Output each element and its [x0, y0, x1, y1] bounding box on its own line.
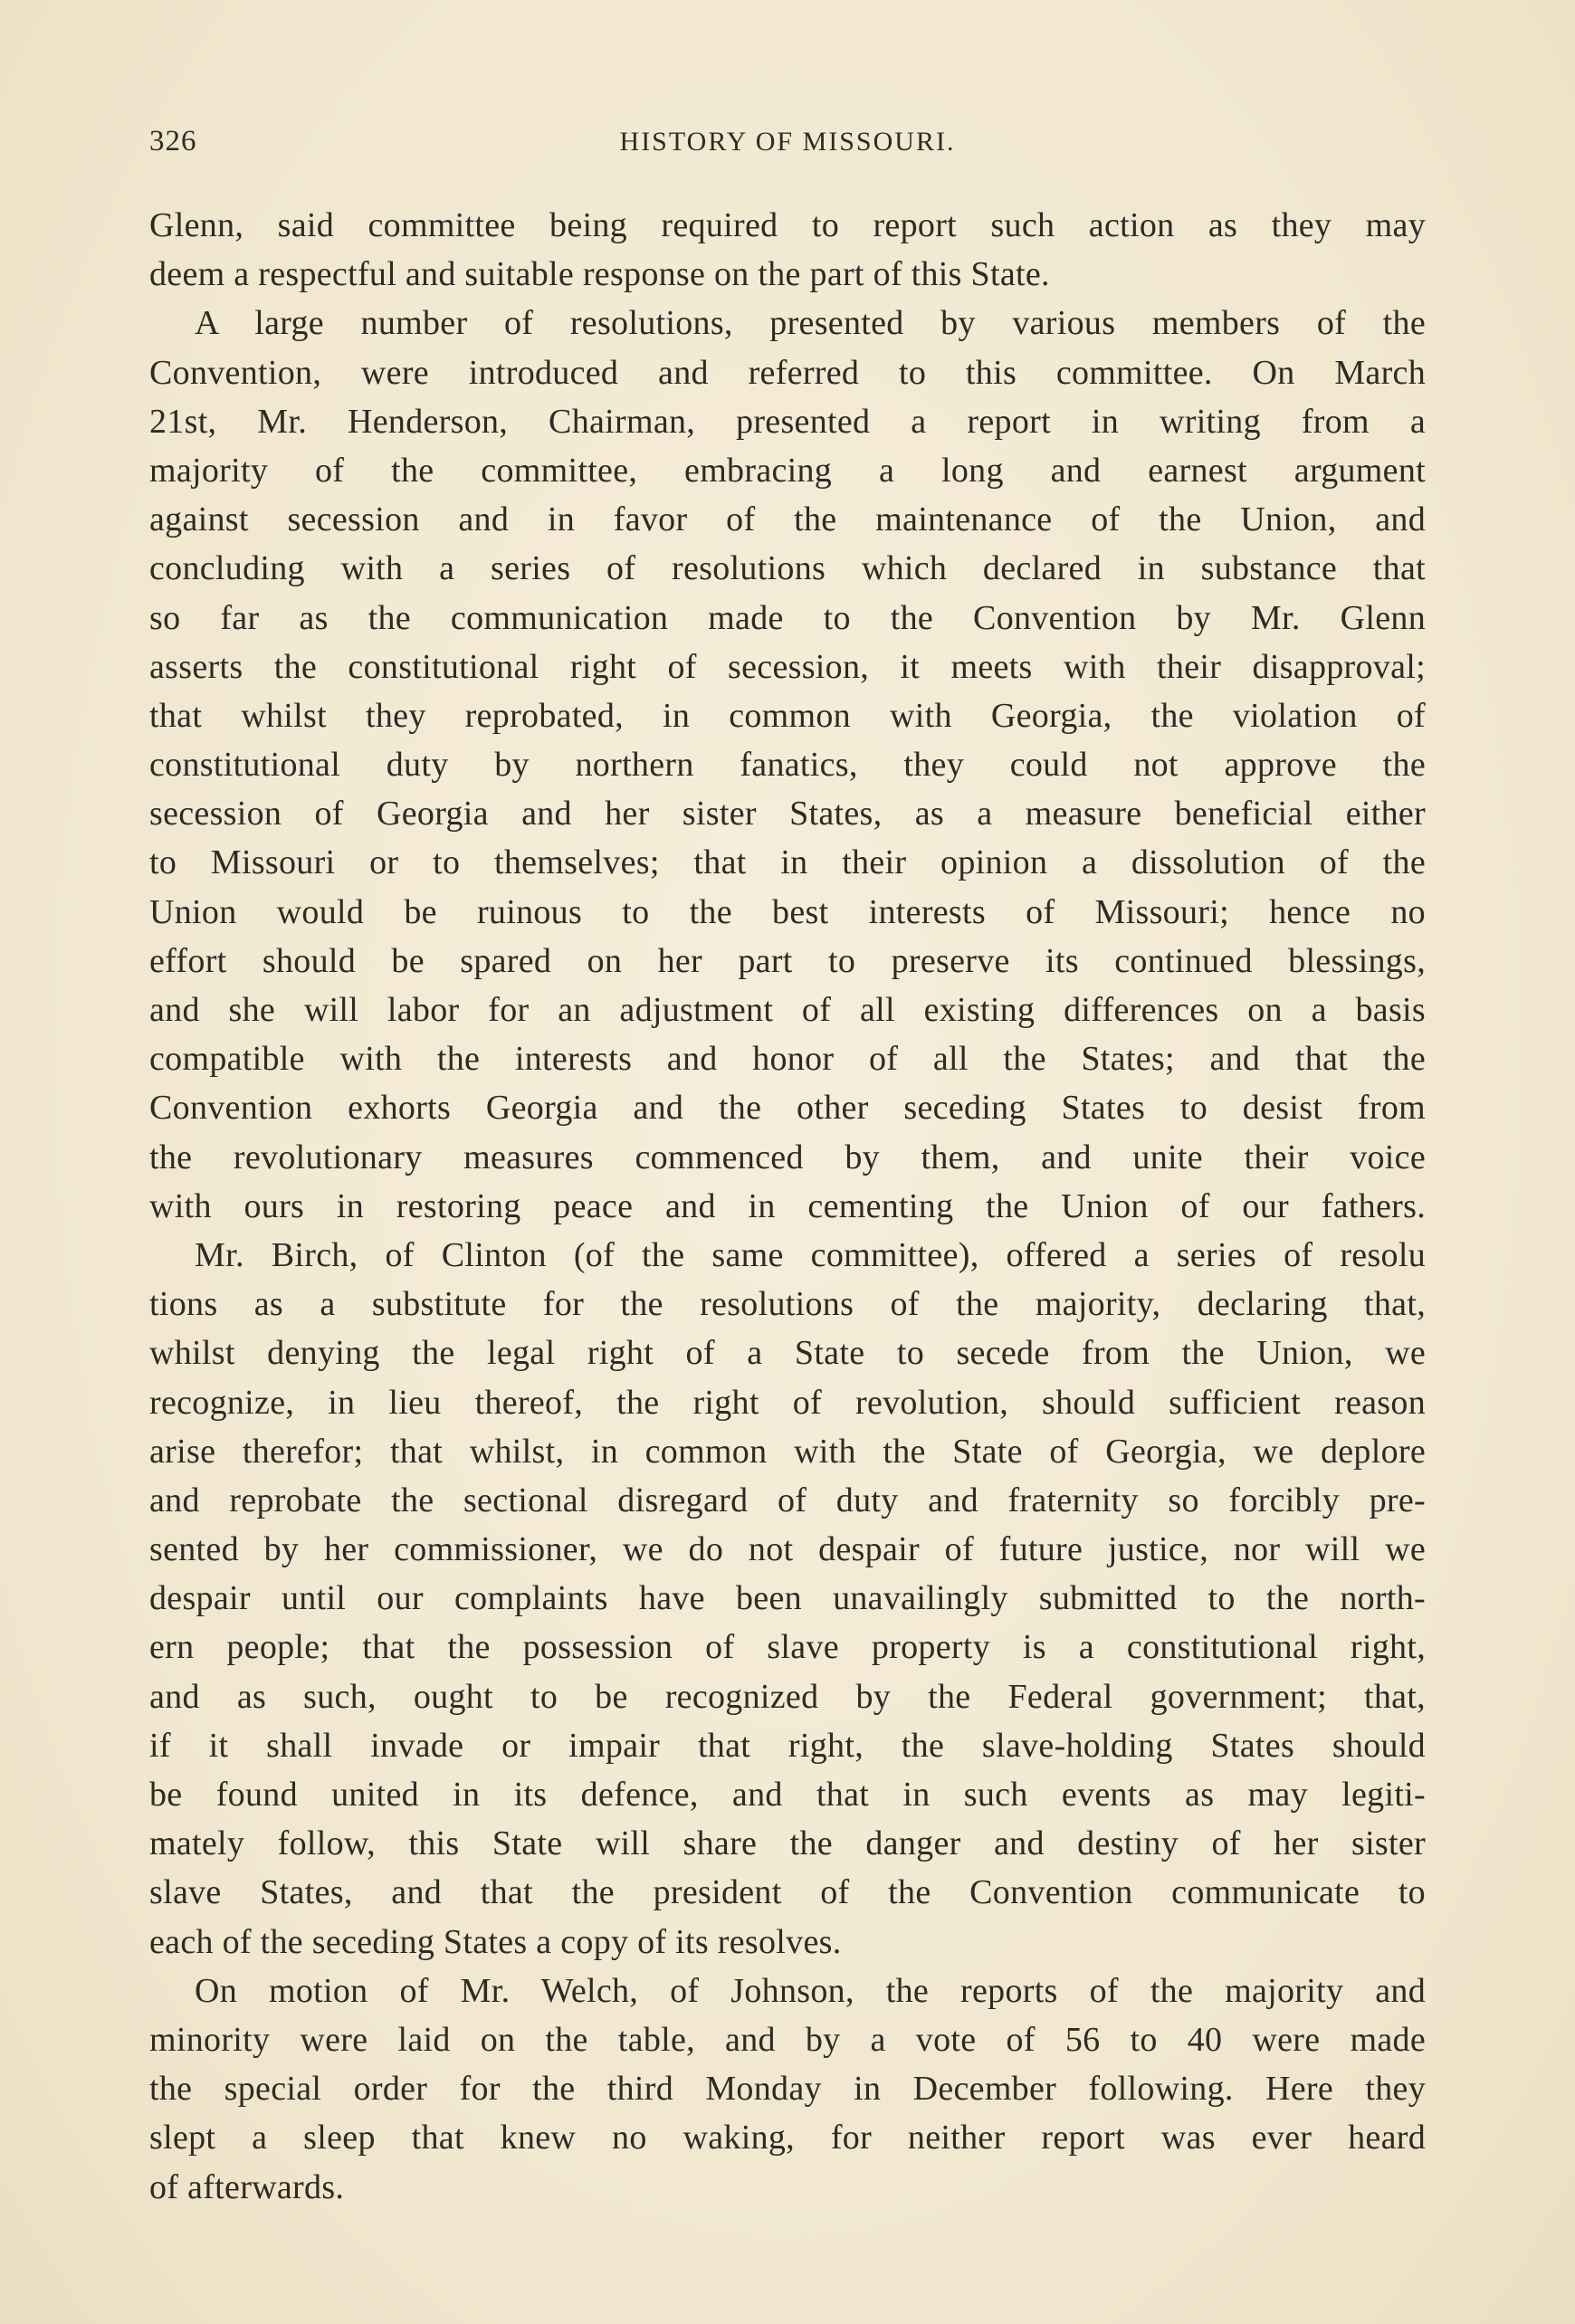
text-line: Convention, were introduced and referred to this committee. On March — [149, 353, 1426, 392]
text-line: concluding with a series of resolutions which declared in substance that — [149, 549, 1426, 588]
text-line: secession of Georgia and her sister States, as a measure beneficial either — [149, 795, 1426, 833]
running-head — [149, 125, 1426, 161]
text-line: asserts the constitutional right of secession, it meets with their disapproval; — [149, 647, 1426, 686]
text-line: deem a respectful and suitable response on the part of this State. — [149, 255, 1050, 294]
page-number: 326 — [149, 125, 197, 157]
text-line: compatible with the interests and honor of all the States; and that the — [149, 1040, 1426, 1079]
text-line: despair until our complaints have been unavailingly submitted to the north- — [149, 1579, 1426, 1618]
text-line: the revolutionary measures commenced by them, and unite their voice — [149, 1138, 1426, 1176]
running-title: HISTORY OF MISSOURI. — [619, 127, 956, 157]
text-line: be found united in its defence, and that in such events as may legiti- — [149, 1776, 1426, 1814]
text-line: minority were laid on the table, and by a vote of 56 to 40 were made — [149, 2020, 1426, 2059]
text-line: the special order for the third Monday in December following. Here they — [149, 2070, 1426, 2109]
text-line: that whilst they reprobated, in common with Georgia, the violation of — [149, 696, 1426, 735]
text-line: to Missouri or to themselves; that in their opinion a dissolution of the — [149, 843, 1426, 882]
text-line: with ours in restoring peace and in cementing the Union of our fathers. — [149, 1186, 1426, 1225]
body-text — [149, 201, 1426, 2212]
text-line: each of the seceding States a copy of its resolves. — [149, 1922, 842, 1961]
text-line: arise therefor; that whilst, in common with the State of Georgia, we deplore — [149, 1432, 1426, 1471]
text-line: and as such, ought to be recognized by the Federal government; that, — [149, 1677, 1426, 1716]
text-line: whilst denying the legal right of a State to secede from the Union, we — [149, 1334, 1426, 1373]
text-line: and she will labor for an adjustment of all existing differences on a basis — [149, 991, 1426, 1029]
text-line: sented by her commissioner, we do not despair of future justice, nor will we — [149, 1530, 1426, 1569]
text-line: and reprobate the sectional disregard of duty and fraternity so forcibly pre- — [149, 1481, 1426, 1519]
text-line: against secession and in favor of the maintenance of the Union, and — [149, 500, 1426, 539]
text-line: constitutional duty by northern fanatics, they could not approve the — [149, 746, 1426, 785]
text-line: if it shall invade or impair that right, the slave-holding States should — [149, 1726, 1426, 1765]
text-line: slave States, and that the president of the Convention communicate to — [149, 1873, 1426, 1912]
text-line: Mr. Birch, of Clinton (of the same committee), offered a series of resolu — [195, 1235, 1426, 1274]
text-line: On motion of Mr. Welch, of Johnson, the reports of the majority and — [195, 1971, 1426, 2010]
text-line: 21st, Mr. Henderson, Chairman, presented a report in writing from a — [149, 402, 1426, 441]
text-line: so far as the communication made to the Convention by Mr. Glenn — [149, 598, 1426, 637]
text-line: tions as a substitute for the resolutions of the majority, declaring that, — [149, 1285, 1426, 1324]
text-line: slept a sleep that knew no waking, for neither report was ever heard — [149, 2119, 1426, 2157]
text-line: Glenn, said committee being required to report such action as they may — [149, 206, 1426, 244]
text-line: effort should be spared on her part to preserve its continued blessings, — [149, 941, 1426, 980]
text-line: recognize, in lieu thereof, the right of revolution, should sufficient reason — [149, 1383, 1426, 1422]
text-line: Convention exhorts Georgia and the other seceding States to desist from — [149, 1089, 1426, 1128]
text-line: Union would be ruinous to the best interests of Missouri; hence no — [149, 892, 1426, 931]
text-line: mately follow, this State will share the danger and destiny of her sister — [149, 1824, 1426, 1863]
text-line: majority of the committee, embracing a long and earnest argument — [149, 451, 1426, 490]
text-line: of afterwards. — [149, 2167, 345, 2206]
text-line: A large number of resolutions, presented by various members of the — [195, 304, 1426, 343]
text-line: ern people; that the possession of slave property is a constitutional right, — [149, 1628, 1426, 1667]
